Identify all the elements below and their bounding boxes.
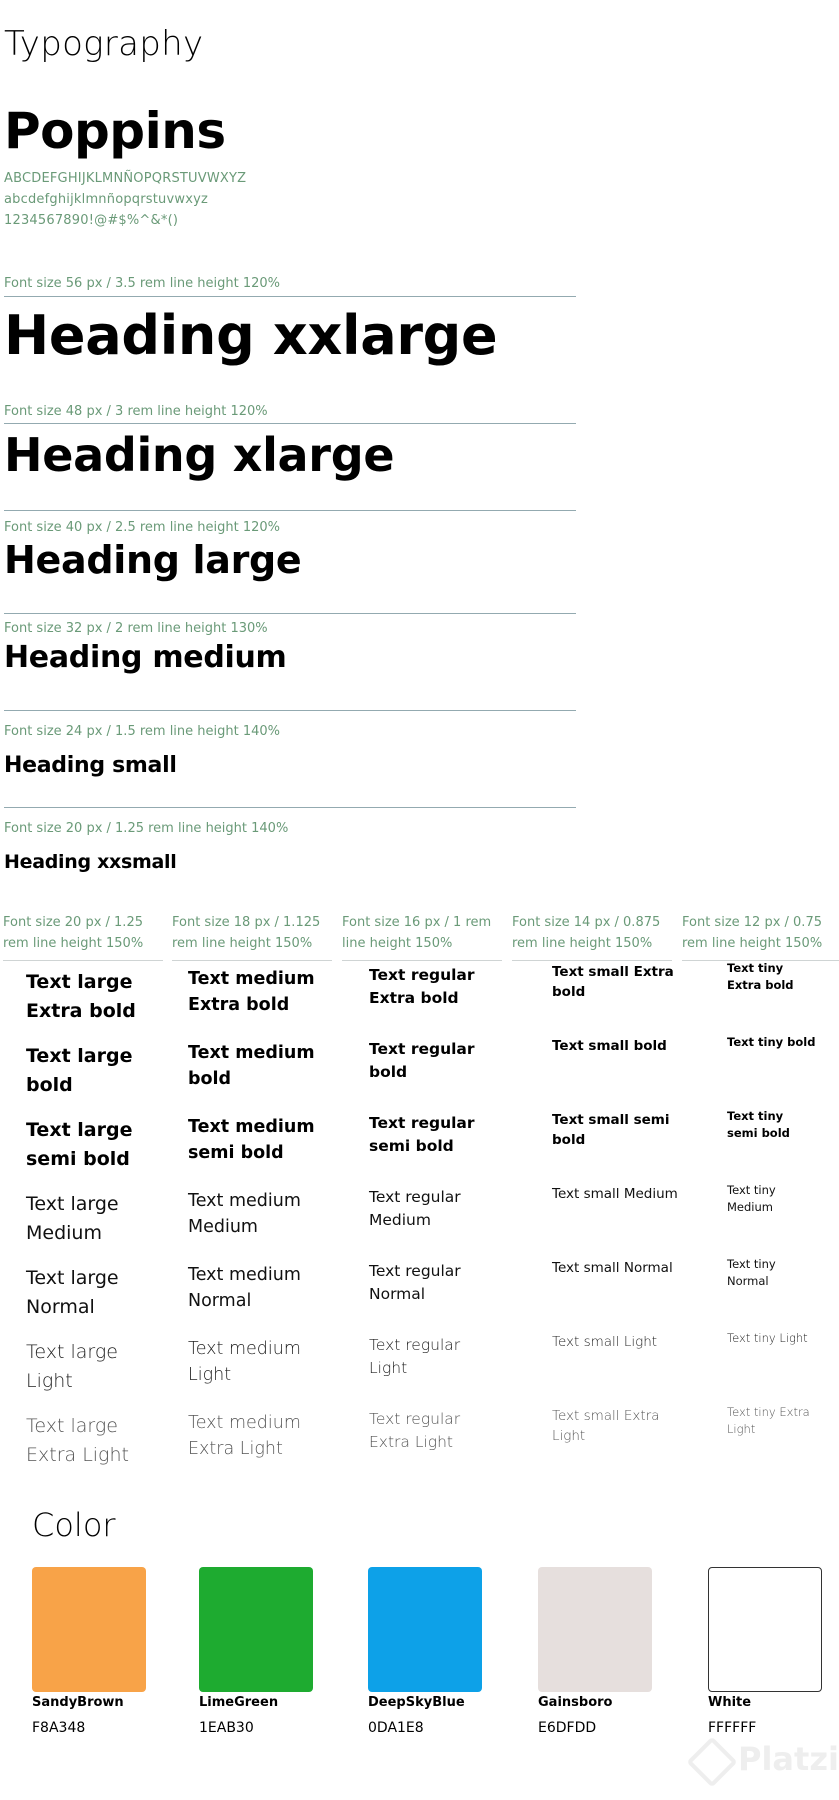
heading-medium-caption: Font size 32 px / 2 rem line height 130%	[4, 621, 268, 636]
platzi-watermark: Platzi	[738, 1740, 839, 1778]
text-sample: Text tiny Medium	[727, 1183, 776, 1215]
color-hex: E6DFDD	[538, 1720, 597, 1736]
text-sample: Text tiny Extra Light	[727, 1405, 810, 1437]
text-column-caption: Font size 14 px / 0.875 rem line height 150%	[512, 915, 661, 951]
text-sample: Text small Extra Light	[552, 1408, 660, 1445]
heading-xxlarge-caption: Font size 56 px / 3.5 rem line height 120%	[4, 276, 281, 291]
color-name: LimeGreen	[199, 1695, 279, 1710]
text-sample: Text regular Medium	[369, 1188, 461, 1230]
text-sample: Text large Normal	[26, 1267, 119, 1318]
color-section-title: Color	[32, 1506, 116, 1544]
glyph-numbers-symbols: 1234567890!@#$%^&*()	[4, 213, 179, 228]
text-column-caption: Font size 12 px / 0.75 rem line height 150%	[682, 915, 823, 951]
text-sample: Text small Extra bold	[552, 964, 674, 1001]
divider	[4, 423, 576, 424]
heading-large-caption: Font size 40 px / 2.5 rem line height 120%	[4, 520, 281, 535]
glyph-uppercase: ABCDEFGHIJKLMNÑOPQRSTUVWXYZ	[4, 171, 247, 186]
color-swatch	[199, 1567, 313, 1692]
divider	[4, 807, 576, 808]
text-sample: Text small bold	[552, 1038, 667, 1054]
text-sample: Text small Medium	[552, 1186, 678, 1202]
text-sample: Text medium semi bold	[188, 1117, 315, 1164]
text-sample: Text large bold	[26, 1045, 133, 1096]
color-swatch	[538, 1567, 652, 1692]
text-sample: Text large Extra Light	[26, 1415, 129, 1466]
color-hex: FFFFFF	[708, 1720, 757, 1736]
color-name: White	[708, 1695, 752, 1710]
divider	[4, 296, 576, 297]
text-sample: Text medium Normal	[188, 1265, 301, 1312]
page-title: Typography	[4, 24, 204, 64]
text-sample: Text tiny bold	[727, 1035, 816, 1049]
text-sample: Text regular bold	[369, 1040, 475, 1082]
text-column-divider	[342, 960, 502, 961]
text-sample: Text large Light	[26, 1341, 118, 1392]
text-sample: Text small Normal	[552, 1260, 673, 1276]
color-swatch	[368, 1567, 482, 1692]
color-swatch	[708, 1567, 822, 1692]
text-sample: Text medium Medium	[188, 1191, 301, 1238]
heading-small: Heading small	[4, 753, 177, 778]
text-sample: Text regular Normal	[369, 1262, 461, 1304]
color-swatch	[32, 1567, 146, 1692]
text-sample: Text medium Extra bold	[188, 969, 315, 1016]
color-name: Gainsboro	[538, 1695, 613, 1710]
heading-xxsmall: Heading xxsmall	[4, 851, 177, 873]
text-sample: Text tiny semi bold	[727, 1109, 790, 1141]
text-sample: Text large Medium	[26, 1193, 119, 1244]
divider	[4, 710, 576, 711]
text-sample: Text medium bold	[188, 1043, 315, 1090]
color-hex: 1EAB30	[199, 1720, 254, 1736]
text-column-caption: Font size 20 px / 1.25 rem line height 150%	[3, 915, 144, 951]
platzi-logo-icon	[687, 1737, 738, 1788]
text-sample: Text medium Extra Light	[188, 1413, 301, 1460]
glyph-lowercase: abcdefghijklmnñopqrstuvwxyz	[4, 192, 209, 207]
heading-xxsmall-caption: Font size 20 px / 1.25 rem line height 140%	[4, 821, 289, 836]
heading-xlarge: Heading xlarge	[4, 428, 395, 482]
color-name: SandyBrown	[32, 1695, 124, 1710]
text-column-caption: Font size 16 px / 1 rem line height 150%	[342, 915, 492, 951]
font-family-name: Poppins	[4, 102, 226, 160]
text-sample: Text small semi bold	[552, 1112, 670, 1149]
heading-xlarge-caption: Font size 48 px / 3 rem line height 120%	[4, 404, 268, 419]
text-sample: Text tiny Normal	[727, 1257, 776, 1289]
divider	[4, 510, 576, 511]
text-sample: Text regular Extra Light	[369, 1410, 461, 1452]
text-sample: Text small Light	[552, 1334, 658, 1350]
heading-small-caption: Font size 24 px / 1.5 rem line height 140%	[4, 724, 281, 739]
heading-xxlarge: Heading xxlarge	[4, 304, 498, 367]
color-name: DeepSkyBlue	[368, 1695, 465, 1710]
text-sample: Text regular Extra bold	[369, 966, 475, 1008]
text-sample: Text regular semi bold	[369, 1114, 475, 1156]
text-sample: Text large Extra bold	[26, 971, 136, 1022]
text-sample: Text tiny Light	[727, 1331, 808, 1345]
glyph-specimen	[4, 168, 246, 231]
heading-medium: Heading medium	[4, 640, 287, 675]
text-column-divider	[172, 960, 332, 961]
text-sample: Text tiny Extra bold	[727, 961, 794, 993]
text-sample: Text medium Light	[188, 1339, 301, 1386]
color-hex: 0DA1E8	[368, 1720, 424, 1736]
text-sample: Text regular Light	[369, 1336, 461, 1378]
text-column-caption: Font size 18 px / 1.125 rem line height 150%	[172, 915, 321, 951]
divider	[4, 613, 576, 614]
color-hex: F8A348	[32, 1720, 86, 1736]
text-column-divider	[512, 960, 672, 961]
heading-large: Heading large	[4, 538, 302, 582]
text-column-divider	[3, 960, 163, 961]
text-sample: Text large semi bold	[26, 1119, 133, 1170]
